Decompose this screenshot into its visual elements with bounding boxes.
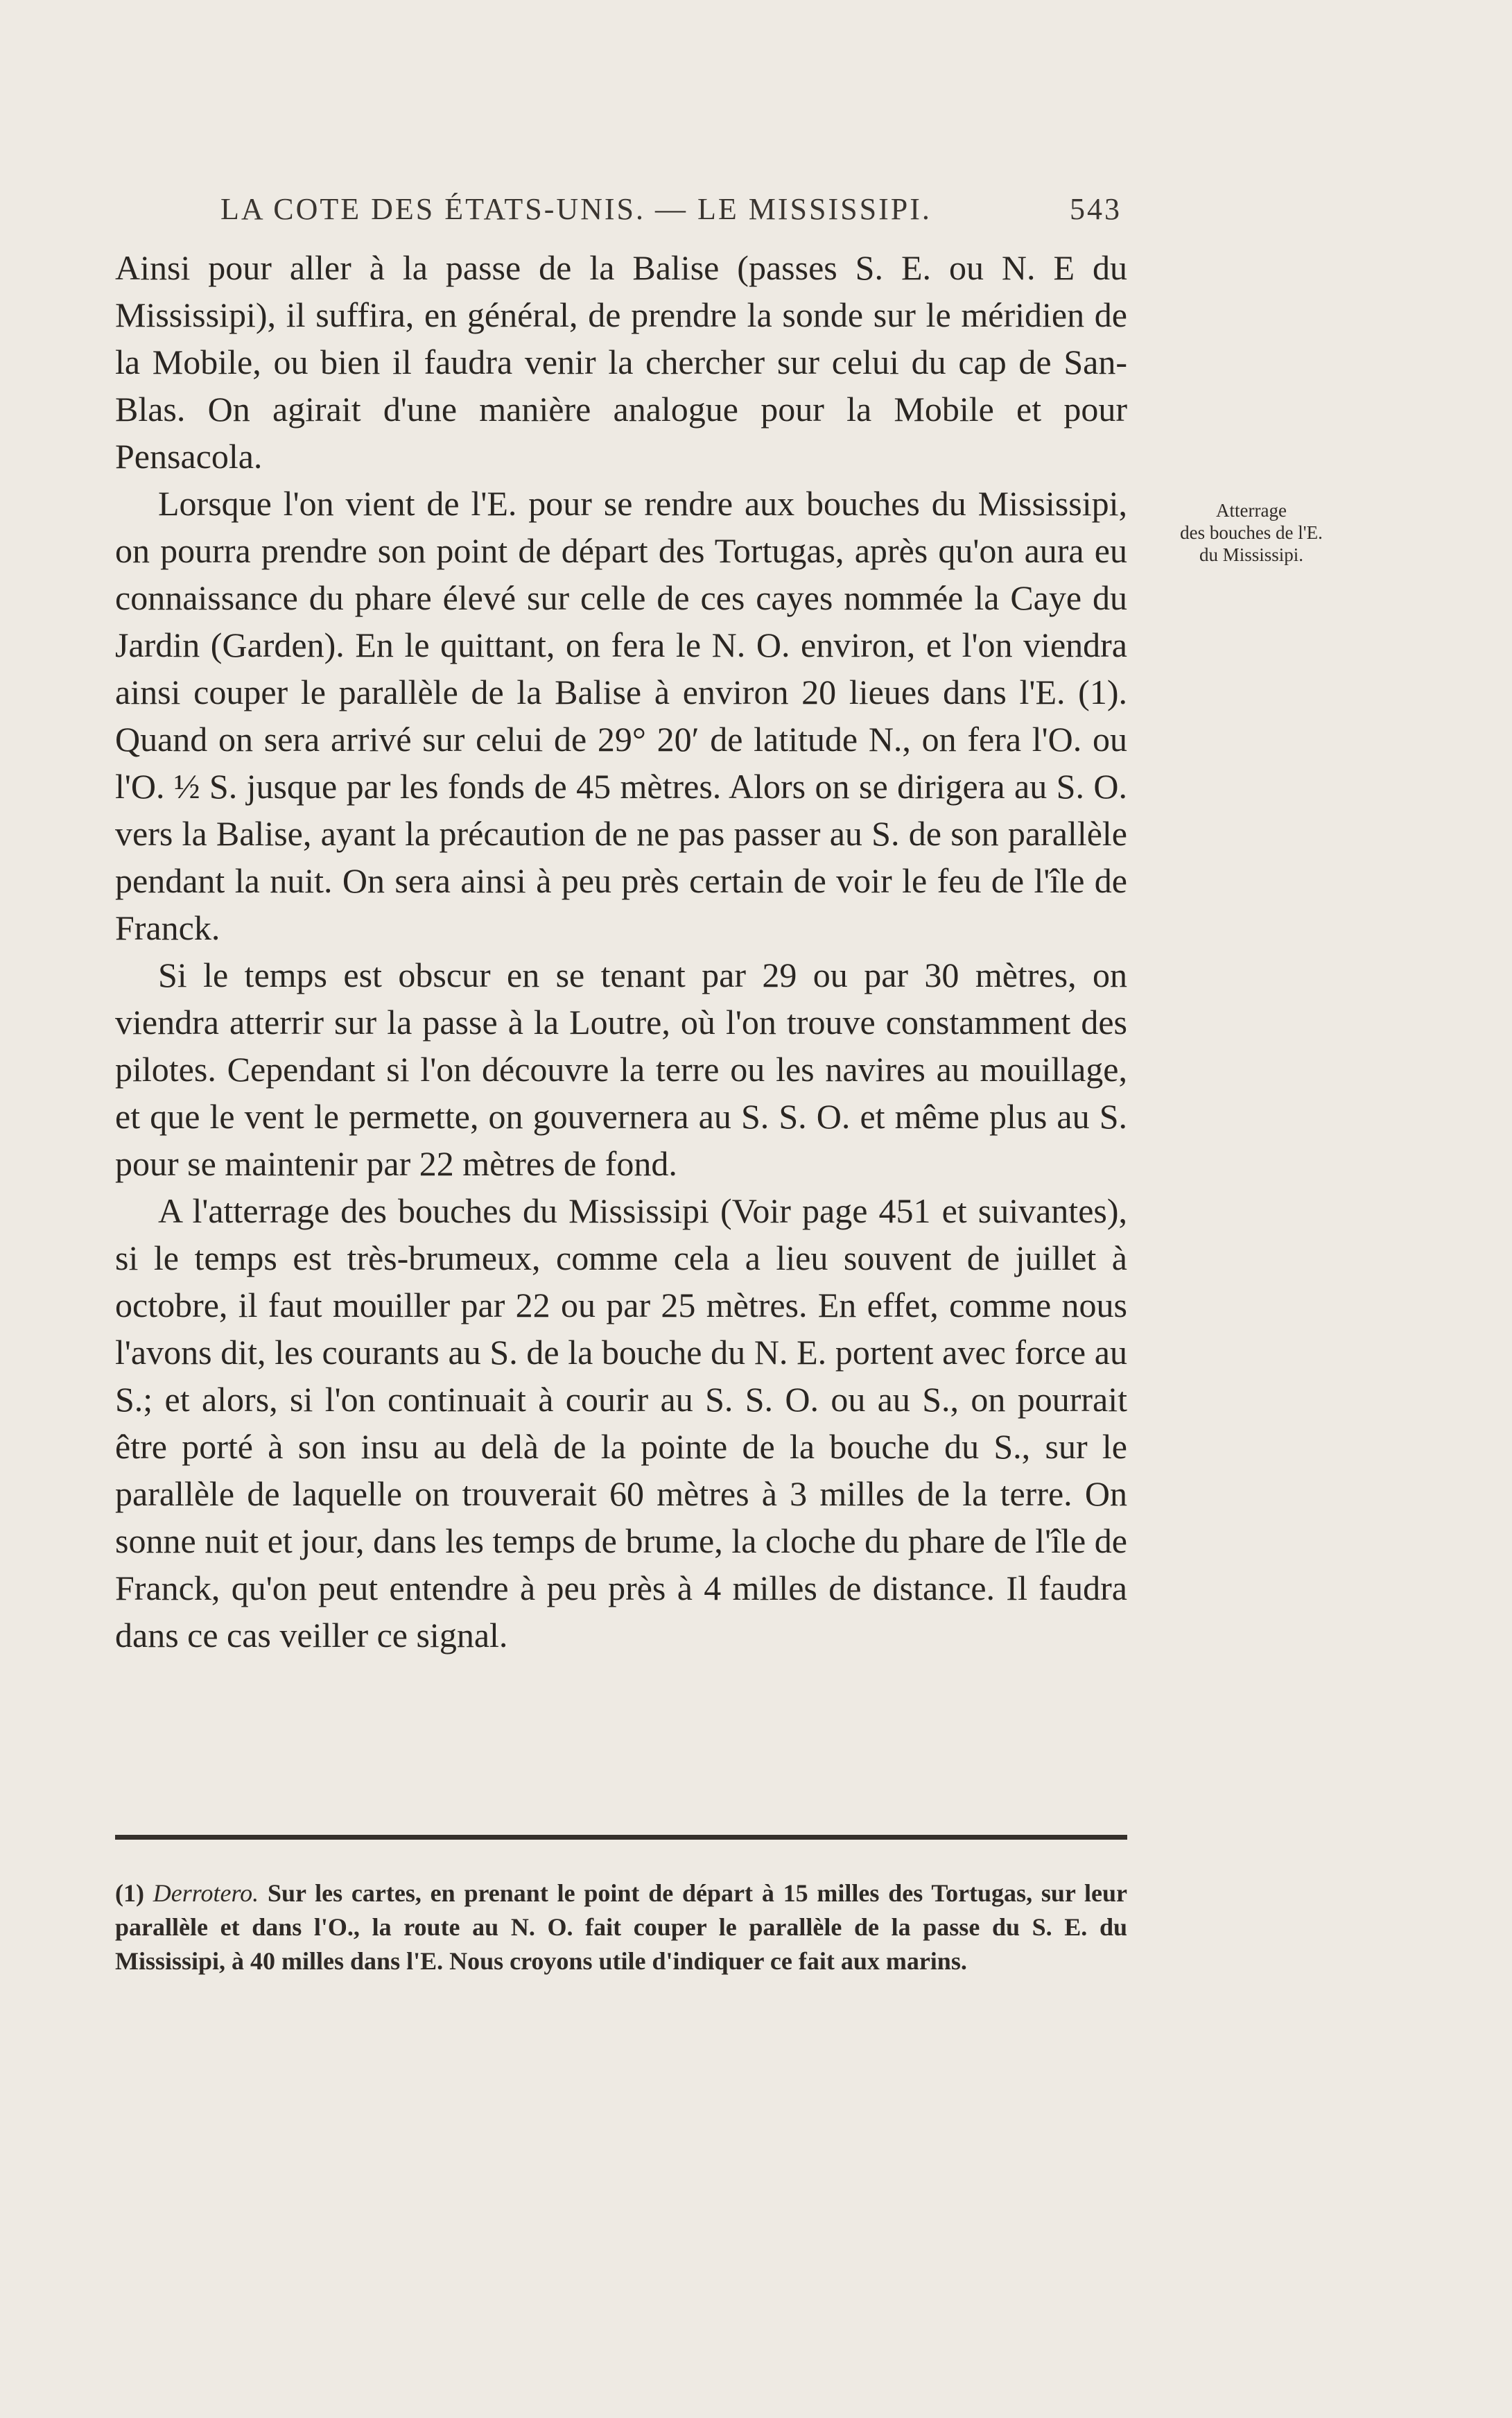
margin-note-line-1: Atterrage bbox=[1216, 500, 1287, 521]
running-header bbox=[220, 191, 1122, 227]
footnote-rule bbox=[115, 1835, 1127, 1840]
footnote-source: Derrotero. bbox=[153, 1879, 259, 1907]
paragraph-3: Si le temps est obscur en se tenant par 29 ou par 30 mètres, on viendra atterrir sur la passe à la Loutre, où l'on trouve constamment des pilotes. Cependant si l'on découvre la terre ou les navires au mouillage, et que le vent le permette, on gouvernera au S. S. O. et même plus au S. pour se maintenir par 22 mètres de fond. bbox=[115, 956, 1127, 1183]
margin-note bbox=[1137, 499, 1366, 566]
paragraph-2: Lorsque l'on vient de l'E. pour se rendre aux bouches du Mississipi, on pourra prendre son point de départ des Tortugas, après qu'on aura eu connaissance du phare élevé sur celle de ces cayes nommée la Caye du Jardin (Garden). En le quittant, on fera le N. O. environ, et l'on viendra ainsi couper le parallèle de la Balise à environ 20 lieues dans l'E. (1). Quand on sera arrivé sur celui de 29° 20′ de latitude N., on fera l'O. ou l'O. ½ S. jusque par les fonds de 45 mètres. Alors on se dirigera au S. O. vers la Balise, ayant la précaution de ne pas passer au S. de son parallèle pendant la nuit. On sera ainsi à peu près certain de voir le feu de l'île de Franck. bbox=[115, 484, 1127, 947]
margin-note-line-2: des bouches de l'E. bbox=[1180, 522, 1323, 543]
margin-note-line-3: du Mississipi. bbox=[1199, 544, 1304, 565]
paragraph-1: Ainsi pour aller à la passe de la Balise (passes S. E. ou N. E du Mississipi), il suffira, en général, de prendre la sonde sur le méridien de la Mobile, ou bien il faudra venir la chercher sur celui du cap de San-Blas. On agirait d'une manière analogue pour la Mobile et pour Pensacola. bbox=[115, 248, 1127, 476]
footnote bbox=[115, 1876, 1127, 1978]
footnote-marker: (1) bbox=[115, 1879, 144, 1907]
body-text bbox=[115, 244, 1127, 1659]
footnote-text: Sur les cartes, en prenant le point de départ à 15 milles des Tortugas, sur leur parallèle et dans l'O., la route au N. O. fait couper le parallèle de la passe du S. E. du Mississipi, à 40 milles dans l'E. Nous croyons utile d'indiquer ce fait aux marins. bbox=[115, 1879, 1128, 1975]
page-number: 543 bbox=[1070, 192, 1122, 226]
paragraph-4: A l'atterrage des bouches du Mississipi (Voir page 451 et suivantes), si le temps est très-brumeux, comme cela a lieu souvent de juillet à octobre, il faut mouiller par 22 ou par 25 mètres. En effet, comme nous l'avons dit, les courants au S. de la bouche du N. E. portent avec force au S.; et alors, si l'on continuait à courir au S. S. O. ou au S., on pourrait être porté à son insu au delà de la pointe de la bouche du S., sur le parallèle de laquelle on trouverait 60 mètres à 3 milles de la terre. On sonne nuit et jour, dans les temps de brume, la cloche du phare de l'île de Franck, qu'on peut entendre à peu près à 4 milles de distance. Il faudra dans ce cas veiller ce signal. bbox=[115, 1191, 1127, 1655]
header-title: LA COTE DES ÉTATS-UNIS. — LE MISSISSIPI. bbox=[220, 192, 932, 226]
